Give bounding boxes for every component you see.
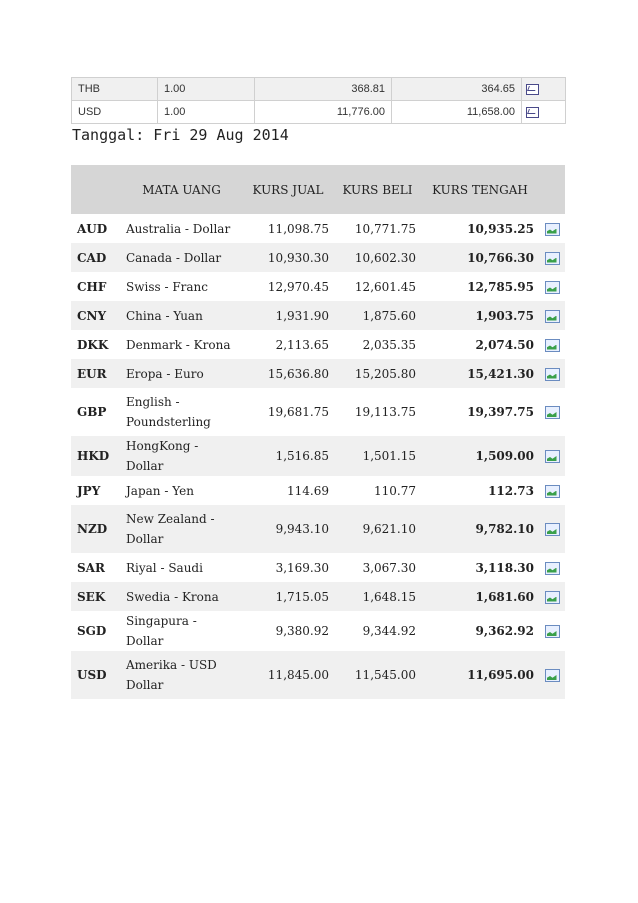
- sell-rate: 9,380.92: [242, 611, 334, 651]
- table-row: [71, 436, 565, 476]
- currency-name: Canada - Dollar: [121, 243, 242, 272]
- top-table-row: [72, 78, 566, 101]
- mid-rate: 1,903.75: [421, 301, 539, 330]
- chart-icon[interactable]: [545, 669, 560, 682]
- mid-rate: 10,935.25: [421, 214, 539, 243]
- currency-code: NZD: [71, 505, 121, 553]
- table-row: [71, 651, 565, 699]
- currency-code: DKK: [71, 330, 121, 359]
- sell-rate: 11,098.75: [242, 214, 334, 243]
- currency-code: SGD: [71, 611, 121, 651]
- mid-rate: 3,118.30: [421, 553, 539, 582]
- buy-rate: 1,648.15: [334, 582, 421, 611]
- chart-icon[interactable]: [545, 591, 560, 604]
- currency-code: SAR: [71, 553, 121, 582]
- currency-code: GBP: [71, 388, 121, 436]
- header-icon: [539, 165, 565, 214]
- chart-icon[interactable]: [545, 562, 560, 575]
- table-row: [71, 330, 565, 359]
- mid-rate: 2,074.50: [421, 330, 539, 359]
- buy-rate: 364.65: [392, 78, 522, 101]
- chart-icon[interactable]: [545, 223, 560, 236]
- buy-rate: 11,545.00: [334, 651, 421, 699]
- buy-rate: 1,501.15: [334, 436, 421, 476]
- currency-code: CHF: [71, 272, 121, 301]
- currency-code: USD: [71, 651, 121, 699]
- table-row: [71, 301, 565, 330]
- buy-rate: 19,113.75: [334, 388, 421, 436]
- sell-rate: 3,169.30: [242, 553, 334, 582]
- header-blank: [71, 165, 121, 214]
- currency-code: EUR: [71, 359, 121, 388]
- currency-name: New Zealand - Dollar: [121, 505, 242, 553]
- sell-rate: 15,636.80: [242, 359, 334, 388]
- header-sell: KURS JUAL: [242, 165, 334, 214]
- currency-code: CAD: [71, 243, 121, 272]
- chart-icon[interactable]: [545, 450, 560, 463]
- currency-name: Australia - Dollar: [121, 214, 242, 243]
- sell-rate: 10,930.30: [242, 243, 334, 272]
- currency-name: Swedia - Krona: [121, 582, 242, 611]
- buy-rate: 10,602.30: [334, 243, 421, 272]
- header-currency: MATA UANG: [121, 165, 242, 214]
- buy-rate: 11,658.00: [392, 101, 522, 124]
- chart-icon[interactable]: [545, 339, 560, 352]
- top-table-row: [72, 101, 566, 124]
- sell-rate: 114.69: [242, 476, 334, 505]
- sell-rate: 2,113.65: [242, 330, 334, 359]
- mid-rate: 15,421.30: [421, 359, 539, 388]
- chart-icon[interactable]: [526, 107, 539, 118]
- unit-value: 1.00: [158, 101, 255, 124]
- buy-rate: 15,205.80: [334, 359, 421, 388]
- chart-icon[interactable]: [545, 523, 560, 536]
- mid-rate: 12,785.95: [421, 272, 539, 301]
- mid-rate: 112.73: [421, 476, 539, 505]
- buy-rate: 3,067.30: [334, 553, 421, 582]
- chart-icon[interactable]: [545, 252, 560, 265]
- currency-code: JPY: [71, 476, 121, 505]
- currency-name: China - Yuan: [121, 301, 242, 330]
- table-row: [71, 272, 565, 301]
- buy-rate: 1,875.60: [334, 301, 421, 330]
- chart-icon[interactable]: [545, 281, 560, 294]
- currency-name: English - Poundsterling: [121, 388, 242, 436]
- currency-name: Denmark - Krona: [121, 330, 242, 359]
- table-row: [71, 476, 565, 505]
- currency-code: HKD: [71, 436, 121, 476]
- table-row: [71, 214, 565, 243]
- chart-icon[interactable]: [545, 485, 560, 498]
- chart-icon[interactable]: [545, 310, 560, 323]
- sell-rate: 368.81: [255, 78, 392, 101]
- mid-rate: 10,766.30: [421, 243, 539, 272]
- buy-rate: 9,344.92: [334, 611, 421, 651]
- buy-rate: 10,771.75: [334, 214, 421, 243]
- chart-icon[interactable]: [545, 406, 560, 419]
- buy-rate: 12,601.45: [334, 272, 421, 301]
- table-row: [71, 388, 565, 436]
- table-row: [71, 359, 565, 388]
- sell-rate: 1,931.90: [242, 301, 334, 330]
- top-rates-table: [71, 77, 566, 124]
- sell-rate: 9,943.10: [242, 505, 334, 553]
- currency-code: THB: [72, 78, 158, 101]
- mid-rate: 9,782.10: [421, 505, 539, 553]
- exchange-rate-table: [71, 165, 565, 699]
- table-row: [71, 243, 565, 272]
- date-heading: Tanggal: Fri 29 Aug 2014: [72, 126, 289, 144]
- chart-icon[interactable]: [526, 84, 539, 95]
- unit-value: 1.00: [158, 78, 255, 101]
- table-row: [71, 582, 565, 611]
- buy-rate: 9,621.10: [334, 505, 421, 553]
- sell-rate: 19,681.75: [242, 388, 334, 436]
- table-row: [71, 505, 565, 553]
- mid-rate: 9,362.92: [421, 611, 539, 651]
- sell-rate: 1,715.05: [242, 582, 334, 611]
- buy-rate: 110.77: [334, 476, 421, 505]
- currency-code: CNY: [71, 301, 121, 330]
- header-buy: KURS BELI: [334, 165, 421, 214]
- chart-icon[interactable]: [545, 625, 560, 638]
- currency-name: Singapura - Dollar: [121, 611, 242, 651]
- sell-rate: 12,970.45: [242, 272, 334, 301]
- sell-rate: 11,845.00: [242, 651, 334, 699]
- sell-rate: 1,516.85: [242, 436, 334, 476]
- mid-rate: 1,681.60: [421, 582, 539, 611]
- mid-rate: 11,695.00: [421, 651, 539, 699]
- currency-name: Amerika - USD Dollar: [121, 651, 242, 699]
- table-row: [71, 553, 565, 582]
- table-header-row: [71, 165, 565, 214]
- currency-name: Eropa - Euro: [121, 359, 242, 388]
- currency-name: Riyal - Saudi: [121, 553, 242, 582]
- table-row: [71, 611, 565, 651]
- currency-code: AUD: [71, 214, 121, 243]
- mid-rate: 1,509.00: [421, 436, 539, 476]
- currency-code: USD: [72, 101, 158, 124]
- currency-name: HongKong - Dollar: [121, 436, 242, 476]
- currency-code: SEK: [71, 582, 121, 611]
- currency-name: Swiss - Franc: [121, 272, 242, 301]
- currency-name: Japan - Yen: [121, 476, 242, 505]
- buy-rate: 2,035.35: [334, 330, 421, 359]
- header-mid: KURS TENGAH: [421, 165, 539, 214]
- chart-icon[interactable]: [545, 368, 560, 381]
- mid-rate: 19,397.75: [421, 388, 539, 436]
- sell-rate: 11,776.00: [255, 101, 392, 124]
